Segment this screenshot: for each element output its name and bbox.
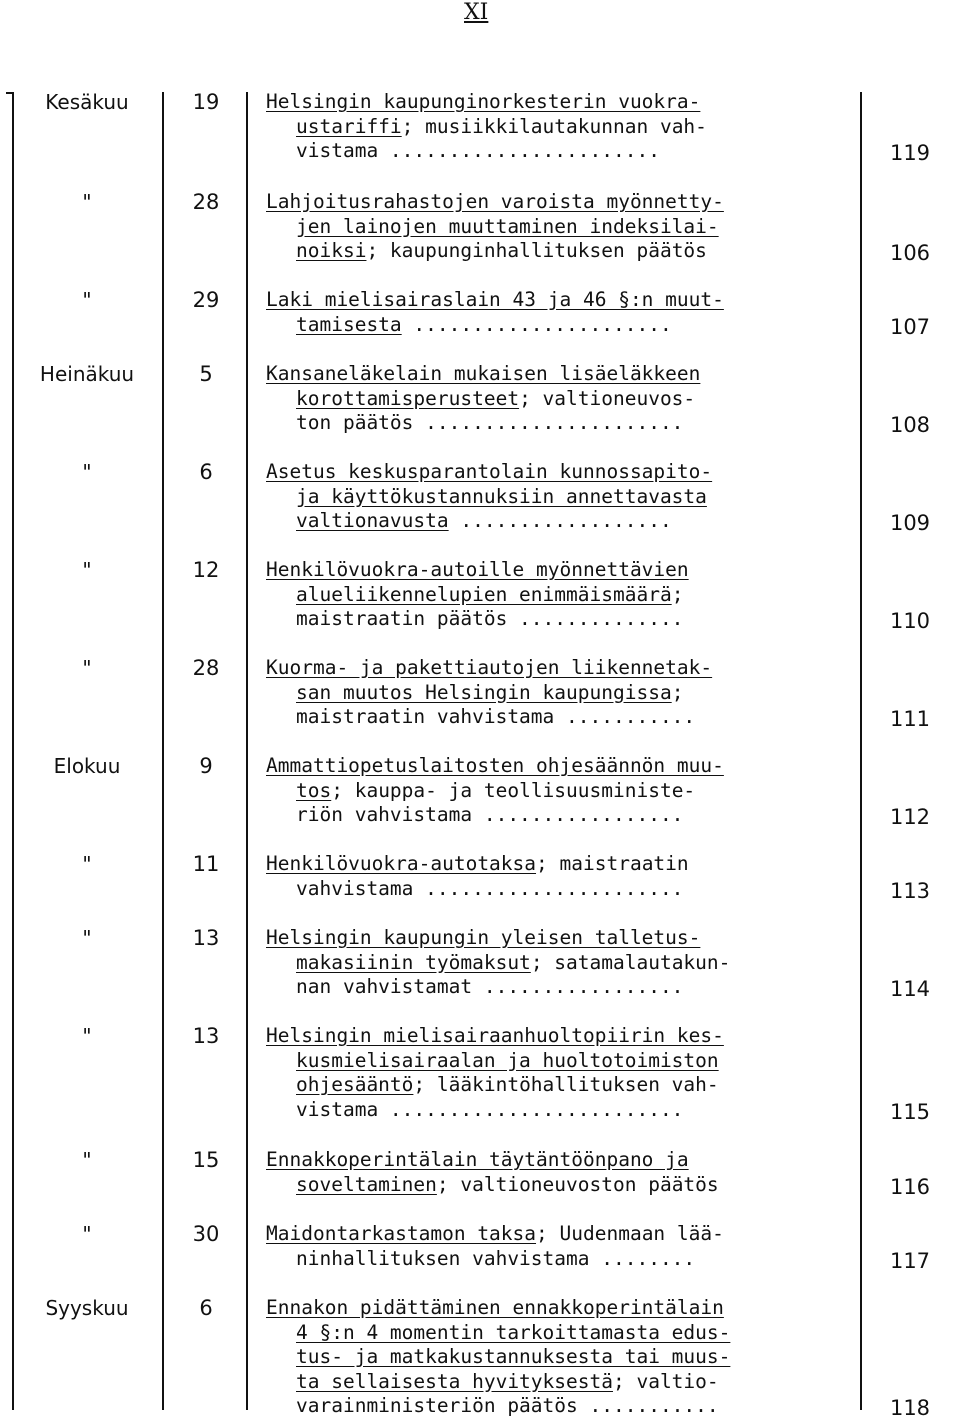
description-line bbox=[266, 1024, 866, 1049]
description-line bbox=[266, 1148, 866, 1173]
description-line bbox=[266, 975, 866, 1000]
entry-month: " bbox=[82, 460, 92, 484]
description-text: maistraatin vahvistama ........... bbox=[296, 705, 696, 728]
underlined-text: Laki mielisairaslain 43 ja 46 §:n muut- bbox=[266, 288, 724, 311]
description-line bbox=[266, 288, 866, 313]
day-column-rule bbox=[246, 92, 248, 1410]
description-line bbox=[266, 1370, 866, 1395]
entry-month: " bbox=[82, 190, 92, 214]
description-line bbox=[266, 139, 866, 164]
underlined-text: kusmielisairaalan ja huoltotoimiston bbox=[296, 1048, 719, 1072]
entry-day: 15 bbox=[192, 1148, 220, 1172]
description-text: vahvistama ...................... bbox=[296, 876, 684, 900]
description-line bbox=[266, 852, 866, 877]
entry-page-number: 107 bbox=[889, 314, 931, 339]
entry-day: 28 bbox=[192, 190, 220, 214]
description-line bbox=[266, 115, 866, 140]
description-text: .................. bbox=[448, 509, 672, 532]
entry-day: 19 bbox=[192, 90, 220, 114]
underlined-text: valtionavusta bbox=[296, 509, 449, 532]
entry-month: " bbox=[82, 1148, 92, 1172]
description-text: ; kaupunginhallituksen päätös bbox=[366, 239, 707, 262]
entry-month: Syyskuu bbox=[45, 1296, 129, 1320]
description-line bbox=[266, 656, 866, 681]
underlined-text: Henkilövuokra-autoille myönnettävien bbox=[266, 558, 689, 581]
underlined-text: korottamisperusteet bbox=[296, 386, 520, 410]
description-text: ; valtioneuvoston päätös bbox=[436, 1172, 719, 1196]
underlined-text: Ammattiopetuslaitosten ohjesäännön muu- bbox=[266, 754, 724, 777]
description-text: vistama ....................... bbox=[296, 139, 660, 162]
underlined-text: san muutos Helsingin kaupungissa bbox=[296, 680, 672, 704]
description-text: varainministeriön päätös ........... bbox=[296, 1394, 719, 1417]
description-line bbox=[266, 1222, 866, 1247]
underlined-text: makasiinin työmaksut bbox=[296, 950, 531, 974]
description-text: ninhallituksen vahvistama ........ bbox=[296, 1246, 696, 1270]
description-line bbox=[266, 90, 866, 115]
entry-description bbox=[266, 754, 866, 828]
description-text: nan vahvistamat ................. bbox=[296, 975, 684, 998]
entry-description bbox=[266, 460, 866, 534]
description-line bbox=[266, 558, 866, 583]
entry-description bbox=[266, 1222, 866, 1271]
underlined-text: Kansaneläkelain mukaisen lisäeläkkeen bbox=[266, 362, 701, 385]
entry-page-number: 111 bbox=[889, 707, 931, 731]
description-text: ; lääkintöhallituksen vah- bbox=[413, 1073, 719, 1096]
description-line bbox=[266, 190, 866, 215]
entry-page-number: 110 bbox=[889, 609, 931, 633]
left-bracket-top bbox=[6, 92, 14, 94]
description-line bbox=[266, 877, 866, 902]
entry-month: " bbox=[82, 558, 92, 582]
left-bracket-rule bbox=[12, 92, 14, 1410]
entry-page-number: 118 bbox=[889, 1396, 931, 1420]
description-line bbox=[266, 1073, 866, 1098]
description-line bbox=[266, 1321, 866, 1346]
description-line bbox=[266, 239, 866, 264]
underlined-text: 4 §:n 4 momentin tarkoittamasta edus- bbox=[296, 1320, 731, 1344]
entry-day: 12 bbox=[192, 558, 220, 582]
description-text: ...................... bbox=[401, 312, 672, 336]
description-line bbox=[266, 1345, 866, 1370]
description-text: ; bbox=[671, 582, 684, 606]
underlined-text: ja käyttökustannuksiin annettavasta bbox=[296, 484, 707, 508]
underlined-text: jen lainojen muuttaminen indeksilai- bbox=[296, 214, 719, 238]
entry-description bbox=[266, 1296, 866, 1419]
entry-page-number: 113 bbox=[889, 878, 931, 903]
description-line bbox=[266, 1247, 866, 1272]
entry-month: Kesäkuu bbox=[45, 90, 129, 114]
description-text: ton päätös ...................... bbox=[296, 411, 684, 434]
description-line bbox=[266, 1098, 866, 1123]
description-text: maistraatin päätös .............. bbox=[296, 607, 684, 630]
entry-description bbox=[266, 190, 866, 264]
entry-month: " bbox=[82, 1024, 92, 1048]
entry-page-number: 115 bbox=[889, 1099, 931, 1124]
entry-day: 30 bbox=[192, 1222, 220, 1246]
underlined-text: Kuorma- ja pakettiautojen liikennetak- bbox=[266, 656, 713, 679]
entry-day: 5 bbox=[199, 362, 213, 386]
entry-month: " bbox=[82, 852, 92, 876]
underlined-text: Henkilövuokra-autotaksa bbox=[266, 852, 537, 875]
entry-day: 13 bbox=[192, 926, 220, 950]
description-line bbox=[266, 460, 866, 485]
entry-description bbox=[266, 1024, 866, 1122]
underlined-text: ta sellaisesta hyvityksestä bbox=[296, 1369, 613, 1393]
entry-page-number: 106 bbox=[889, 241, 931, 265]
description-line bbox=[266, 1049, 866, 1074]
entry-month: Heinäkuu bbox=[39, 362, 135, 386]
description-line bbox=[266, 607, 866, 632]
entry-description bbox=[266, 90, 866, 164]
description-line bbox=[266, 387, 866, 412]
description-line bbox=[266, 362, 866, 387]
entry-page-number: 119 bbox=[889, 141, 931, 165]
page-number: XI bbox=[464, 0, 489, 25]
description-line bbox=[266, 215, 866, 240]
underlined-text: soveltaminen bbox=[296, 1172, 437, 1196]
description-line bbox=[266, 485, 866, 510]
description-text: riön vahvistama ................. bbox=[296, 803, 684, 826]
entry-day: 6 bbox=[199, 460, 213, 484]
month-column-rule bbox=[162, 92, 164, 1410]
entry-day: 13 bbox=[192, 1024, 220, 1048]
underlined-text: Helsingin kaupunginorkesterin vuokra- bbox=[266, 90, 701, 113]
description-line bbox=[266, 754, 866, 779]
description-line bbox=[266, 1173, 866, 1198]
description-line bbox=[266, 583, 866, 608]
underlined-text: ohjesääntö bbox=[296, 1073, 414, 1096]
entry-month: " bbox=[82, 288, 92, 312]
entry-day: 11 bbox=[192, 852, 220, 876]
description-line bbox=[266, 509, 866, 534]
underlined-text: Helsingin mielisairaanhuoltopiirin kes- bbox=[266, 1024, 724, 1047]
entry-page-number: 109 bbox=[889, 511, 931, 535]
description-text: vistama ......................... bbox=[296, 1097, 684, 1121]
description-text: ; musiikkilautakunnan vah- bbox=[401, 114, 707, 138]
description-text: ; kauppa- ja teollisuusministe- bbox=[331, 778, 696, 802]
description-line bbox=[266, 411, 866, 436]
underlined-text: noiksi bbox=[296, 239, 367, 262]
description-line bbox=[266, 681, 866, 706]
entry-day: 28 bbox=[192, 656, 220, 680]
underlined-text: Maidontarkastamon taksa bbox=[266, 1222, 537, 1245]
description-text: ; Uudenmaan lää- bbox=[536, 1222, 724, 1245]
entry-day: 6 bbox=[199, 1296, 213, 1320]
entry-page-number: 116 bbox=[889, 1174, 931, 1199]
underlined-text: tus- ja matkakustannuksesta tai muus- bbox=[296, 1345, 731, 1368]
underlined-text: Ennakon pidättäminen ennakkoperintälain bbox=[266, 1296, 724, 1319]
entry-description bbox=[266, 1148, 866, 1197]
description-text: ; valtioneuvos- bbox=[519, 386, 696, 410]
underlined-text: Helsingin kaupungin yleisen talletus- bbox=[266, 926, 701, 949]
entry-month: " bbox=[82, 1222, 92, 1246]
entry-month: " bbox=[82, 926, 92, 950]
entry-page-number: 117 bbox=[889, 1248, 931, 1273]
description-text: ; valtio- bbox=[612, 1369, 719, 1393]
underlined-text: ustariffi bbox=[296, 114, 402, 138]
description-line bbox=[266, 1296, 866, 1321]
description-line bbox=[266, 951, 866, 976]
entry-description bbox=[266, 656, 866, 730]
description-text: ; satamalautakun- bbox=[530, 950, 731, 974]
entry-month: Elokuu bbox=[53, 754, 121, 778]
underlined-text: Ennakkoperintälain täytäntöönpano ja bbox=[266, 1148, 689, 1171]
entry-description bbox=[266, 362, 866, 436]
entry-page-number: 108 bbox=[889, 413, 931, 437]
entry-description bbox=[266, 558, 866, 632]
description-text: ; bbox=[671, 680, 684, 704]
underlined-text: Asetus keskusparantolain kunnossapito- bbox=[266, 460, 713, 483]
description-line bbox=[266, 926, 866, 951]
description-line bbox=[266, 1394, 866, 1419]
description-line bbox=[266, 779, 866, 804]
description-line bbox=[266, 705, 866, 730]
entry-page-number: 114 bbox=[889, 977, 931, 1001]
entry-day: 29 bbox=[192, 288, 220, 312]
description-line bbox=[266, 313, 866, 338]
description-line bbox=[266, 803, 866, 828]
entry-description bbox=[266, 926, 866, 1000]
underlined-text: Lahjoitusrahastojen varoista myönnetty- bbox=[266, 190, 724, 213]
description-text: ; maistraatin bbox=[536, 852, 689, 875]
entry-day: 9 bbox=[199, 754, 213, 778]
underlined-text: tamisesta bbox=[296, 312, 402, 336]
entry-month: " bbox=[82, 656, 92, 680]
entry-description bbox=[266, 852, 866, 901]
entry-description bbox=[266, 288, 866, 337]
underlined-text: tos bbox=[296, 778, 332, 802]
underlined-text: alueliikennelupien enimmäismäärä bbox=[296, 582, 672, 606]
entry-page-number: 112 bbox=[889, 805, 931, 829]
